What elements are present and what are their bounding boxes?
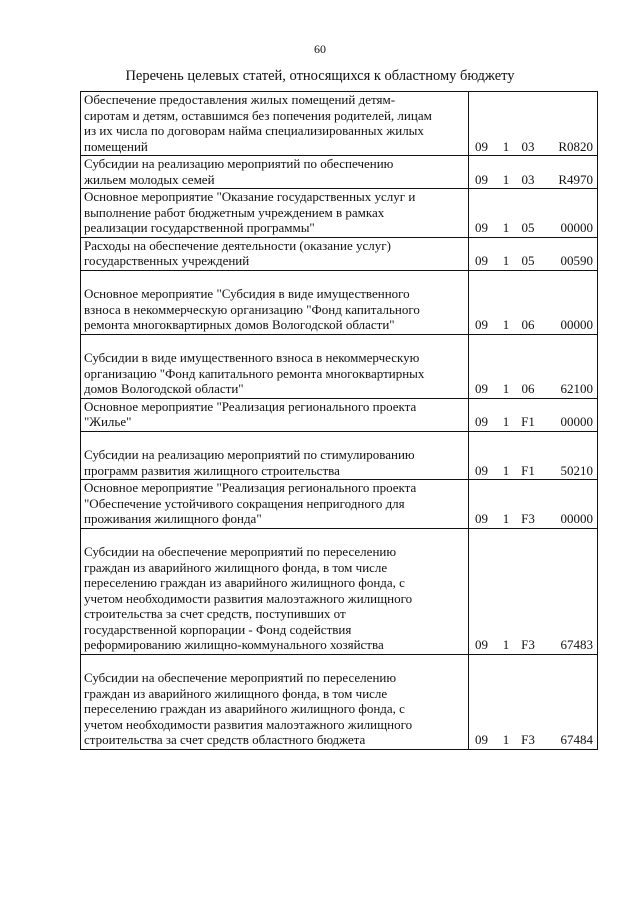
description-line: строительства за счет средств, поступивших от [84, 606, 346, 621]
description-line: граждан из аварийного жилищного фонда, в том числе [84, 559, 388, 575]
program-code: 09 [475, 220, 488, 235]
description-line: Основное мероприятие "Оказание государственных услуг и [84, 189, 416, 204]
description-line [84, 432, 465, 448]
page-number: 60 [314, 42, 326, 56]
subprogram-code: 1 [502, 381, 510, 396]
row-description [81, 156, 469, 189]
table-row [81, 270, 598, 334]
subprogram-code: 1 [502, 253, 510, 268]
description-line: взноса в некоммерческую организацию "Фонд капитального [84, 301, 420, 317]
subprogram-code: 1 [502, 732, 510, 747]
row-code [469, 237, 598, 270]
row-description [81, 431, 469, 480]
description-line: домов Вологодской области" [84, 381, 244, 396]
program-code: 09 [475, 637, 488, 652]
description-line: помещений [84, 138, 148, 154]
expense-code: 00000 [560, 317, 593, 332]
description-line [84, 271, 465, 287]
program-code: 09 [475, 171, 488, 187]
row-description [81, 528, 469, 654]
table-row [81, 480, 598, 529]
row-code [469, 528, 598, 654]
table-row [81, 92, 598, 156]
description-line: учетом необходимости развития малоэтажного жилищного [84, 716, 413, 732]
description-line: выполнение работ бюджетным учреждением в рамках [84, 204, 385, 220]
program-code: 09 [475, 381, 488, 396]
row-code [469, 189, 598, 238]
description-line: Субсидии на обеспечение мероприятий по переселению [84, 544, 397, 559]
activity-code: 05 [521, 220, 535, 235]
description-line: граждан из аварийного жилищного фонда, в том числе [84, 685, 388, 701]
subprogram-code: 1 [502, 637, 510, 652]
program-code: 09 [475, 138, 488, 154]
program-code: 09 [475, 511, 488, 526]
description-line: Субсидии в виде имущественного взноса в некоммерческую [84, 350, 420, 365]
description-line: государственной корпорации - Фонд содействия [84, 621, 352, 637]
row-description [81, 654, 469, 749]
target-articles-table [80, 91, 598, 750]
program-code: 09 [475, 317, 488, 332]
table-row [81, 528, 598, 654]
description-line: организацию "Фонд капитального ремонта многоквартирных [84, 365, 425, 381]
activity-code: F3 [521, 637, 535, 652]
subprogram-code: 1 [502, 414, 510, 429]
description-line: программ развития жилищного строительства [84, 462, 340, 478]
activity-code: F1 [521, 462, 535, 478]
description-line: учетом необходимости развития малоэтажного жилищного [84, 590, 413, 606]
subprogram-code: 1 [502, 138, 510, 154]
description-line: государственных учреждений [84, 253, 250, 268]
program-code: 09 [475, 732, 488, 747]
expense-code: 00000 [560, 220, 593, 235]
description-line: переселению граждан из аварийного жилищного фонда, с [84, 701, 405, 716]
expense-code: 00000 [560, 511, 593, 526]
table-row [81, 654, 598, 749]
row-code [469, 654, 598, 749]
program-code: 09 [475, 253, 488, 268]
row-code [469, 156, 598, 189]
table-row [81, 156, 598, 189]
document-title: Перечень целевых статей, относящихся к областному бюджету [125, 68, 515, 84]
description-line: Субсидии на реализацию мероприятий по стимулированию [84, 447, 415, 462]
subprogram-code: 1 [502, 171, 510, 187]
program-code: 09 [475, 414, 488, 429]
description-line [84, 335, 465, 351]
table-row [81, 237, 598, 270]
activity-code: 06 [521, 381, 535, 396]
expense-code: 67484 [560, 732, 593, 747]
description-line: "Жилье" [84, 414, 132, 429]
description-line: из их числа по договорам найма специализированных жилых [84, 123, 424, 138]
row-description [81, 270, 469, 334]
activity-code: F3 [521, 732, 535, 747]
description-line: проживания жилищного фонда" [84, 511, 262, 526]
table-row [81, 398, 598, 431]
subprogram-code: 1 [502, 511, 510, 526]
description-line: Обеспечение предоставления жилых помещений детям- [84, 92, 396, 107]
table-row [81, 334, 598, 398]
row-description [81, 480, 469, 529]
row-code [469, 398, 598, 431]
row-description [81, 92, 469, 156]
expense-code: 00000 [560, 414, 593, 429]
expense-code: 00590 [560, 253, 593, 268]
row-code [469, 431, 598, 480]
description-line [84, 529, 465, 545]
activity-code: F1 [521, 414, 535, 429]
description-line: Субсидии на обеспечение мероприятий по переселению [84, 670, 397, 685]
activity-code: F3 [521, 511, 535, 526]
description-line: Основное мероприятие "Реализация регионального проекта [84, 480, 417, 495]
expense-code: R4970 [558, 171, 593, 187]
description-line: реформированию жилищно-коммунального хозяйства [84, 637, 384, 652]
subprogram-code: 1 [502, 317, 510, 332]
table-row [81, 189, 598, 238]
expense-code: 62100 [560, 381, 593, 396]
description-line: Основное мероприятие "Реализация регионального проекта [84, 398, 417, 414]
description-line: Субсидии на реализацию мероприятий по обеспечению [84, 156, 394, 171]
table-row [81, 431, 598, 480]
description-line: сиротам и детям, оставшимся без попечения родителей, лицам [84, 107, 432, 123]
row-description [81, 334, 469, 398]
row-code [469, 480, 598, 529]
activity-code: 03 [521, 171, 535, 187]
description-line: переселению граждан из аварийного жилищного фонда, с [84, 575, 405, 590]
description-line: "Обеспечение устойчивого сокращения непригодного для [84, 495, 405, 511]
description-line: Основное мероприятие "Субсидия в виде имущественного [84, 286, 410, 301]
description-line: жильем молодых семей [84, 171, 215, 187]
description-line: Расходы на обеспечение деятельности (оказание услуг) [84, 237, 391, 253]
row-description [81, 398, 469, 431]
activity-code: 03 [521, 138, 535, 154]
expense-code: 67483 [560, 637, 593, 652]
activity-code: 06 [521, 317, 535, 332]
row-description [81, 237, 469, 270]
description-line: ремонта многоквартирных домов Вологодской области" [84, 317, 395, 332]
row-description [81, 189, 469, 238]
description-line: строительства за счет средств областного бюджета [84, 732, 366, 747]
description-line: реализации государственной программы" [84, 220, 315, 235]
activity-code: 05 [521, 253, 535, 268]
row-code [469, 270, 598, 334]
subprogram-code: 1 [502, 220, 510, 235]
row-code [469, 334, 598, 398]
row-code [469, 92, 598, 156]
description-line [84, 655, 465, 671]
program-code: 09 [475, 462, 488, 478]
table-body [81, 92, 598, 750]
expense-code: 50210 [560, 462, 593, 478]
subprogram-code: 1 [502, 462, 510, 478]
expense-code: R0820 [558, 138, 593, 154]
